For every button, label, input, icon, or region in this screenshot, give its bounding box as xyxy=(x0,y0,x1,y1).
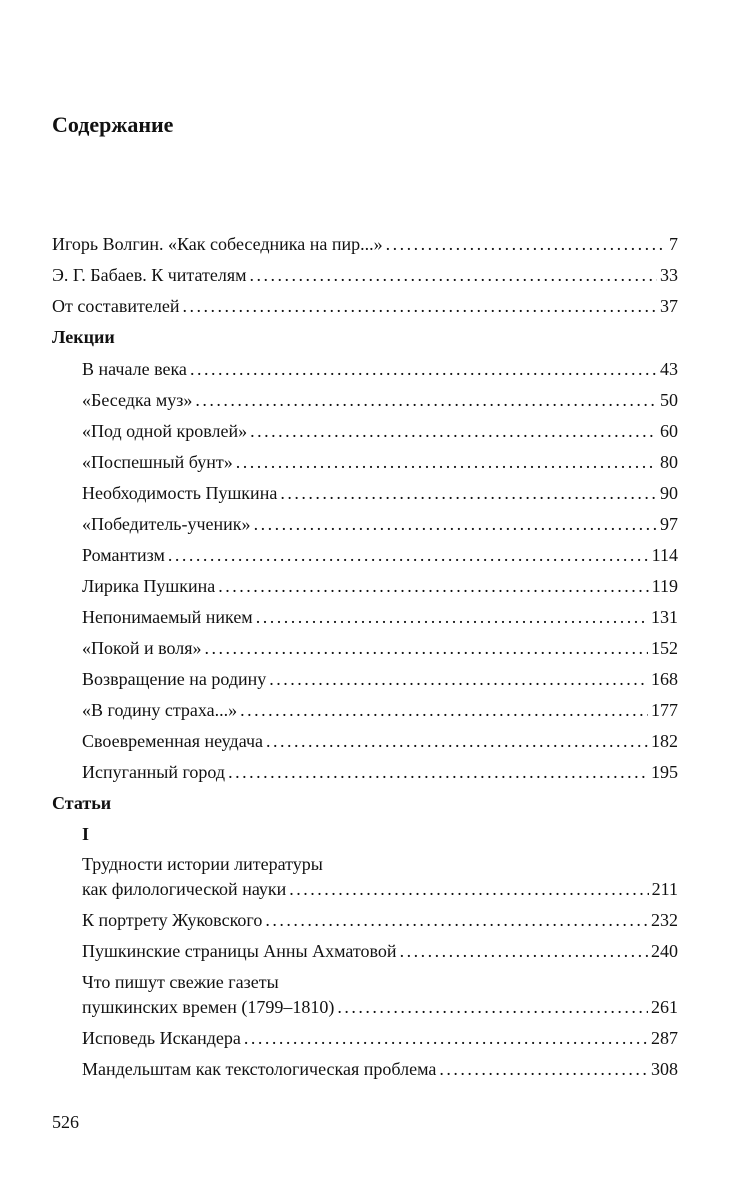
table-of-contents xyxy=(52,0,678,1179)
dot-leader xyxy=(250,263,657,287)
toc-entry-title: Необходимость Пушкина xyxy=(82,483,278,503)
toc-entry-page: 308 xyxy=(651,1059,678,1079)
toc-entry-page: 37 xyxy=(660,296,678,316)
toc-entry-line-one: Трудности истории литературы xyxy=(82,854,323,874)
toc-entry-page: 152 xyxy=(651,638,678,658)
toc-entry-title: В начале века xyxy=(82,359,187,379)
dot-leader xyxy=(250,419,657,443)
toc-entry-page: 50 xyxy=(660,390,678,410)
toc-entry-page: 211 xyxy=(651,879,678,899)
subsection-heading-roman-one: I xyxy=(82,824,90,844)
toc-entry-page: 80 xyxy=(660,452,678,472)
toc-entry-lecture[interactable] xyxy=(82,605,678,629)
toc-entry-page: 33 xyxy=(660,265,678,285)
toc-entry-lecture[interactable] xyxy=(82,450,678,474)
dot-leader xyxy=(168,543,649,567)
toc-entry-title: пушкинских времен (1799–1810) xyxy=(82,997,335,1017)
toc-entry-babaev[interactable] xyxy=(52,263,678,287)
dot-leader xyxy=(289,877,648,901)
toc-entry-page: 240 xyxy=(651,941,678,961)
toc-entry-lecture[interactable] xyxy=(82,512,678,536)
dot-leader xyxy=(244,1026,648,1050)
toc-entry-title: Э. Г. Бабаев. К читателям xyxy=(52,265,247,285)
dot-leader xyxy=(195,388,657,412)
dot-leader xyxy=(218,574,648,598)
toc-entry-title: Пушкинские страницы Анны Ахматовой xyxy=(82,941,397,961)
toc-entry-page: 195 xyxy=(651,762,678,782)
toc-entry-page: 90 xyxy=(660,483,678,503)
toc-entry-title: Возвращение на родину xyxy=(82,669,267,689)
toc-entry-title: К портрету Жуковского xyxy=(82,910,263,930)
toc-entry-title: Исповедь Искандера xyxy=(82,1028,241,1048)
section-heading-articles: Статьи xyxy=(52,793,112,813)
toc-entry-page: 261 xyxy=(651,997,678,1017)
toc-entry-lecture[interactable] xyxy=(82,636,678,660)
toc-entry-article[interactable] xyxy=(82,995,678,1019)
toc-entry-title: Лирика Пушкина xyxy=(82,576,216,596)
toc-entry-page: 131 xyxy=(651,607,678,627)
dot-leader xyxy=(439,1057,648,1081)
toc-entry-article[interactable] xyxy=(82,939,678,963)
dot-leader xyxy=(337,995,648,1019)
toc-entry-title: как филологической науки xyxy=(82,879,287,899)
toc-entry-page: 43 xyxy=(660,359,678,379)
dot-leader xyxy=(265,908,648,932)
toc-entry-title: Игорь Волгин. «Как собеседника на пир...» xyxy=(52,234,383,254)
dot-leader xyxy=(205,636,649,660)
toc-entry-page: 97 xyxy=(660,514,678,534)
toc-entry-page: 287 xyxy=(651,1028,678,1048)
toc-entry-lecture[interactable] xyxy=(82,698,678,722)
toc-entry-title: От составителей xyxy=(52,296,180,316)
toc-entry-page: 182 xyxy=(651,731,678,751)
toc-entry-lecture[interactable] xyxy=(82,357,678,381)
dot-leader xyxy=(266,729,648,753)
dot-leader xyxy=(190,357,657,381)
dot-leader xyxy=(240,698,648,722)
toc-entry-lecture[interactable] xyxy=(82,481,678,505)
dot-leader xyxy=(182,294,657,318)
toc-entry-title: «Поспешный бунт» xyxy=(82,452,233,472)
toc-entry-article[interactable] xyxy=(82,877,678,901)
dot-leader xyxy=(236,450,657,474)
dot-leader xyxy=(228,760,648,784)
toc-entry-page: 177 xyxy=(651,700,678,720)
toc-entry-title: «Покой и воля» xyxy=(82,638,202,658)
toc-entry-lecture[interactable] xyxy=(82,667,678,691)
toc-entry-lecture[interactable] xyxy=(82,419,678,443)
toc-entry-line-one: Что пишут свежие газеты xyxy=(82,972,279,992)
toc-entry-page: 114 xyxy=(651,545,678,565)
toc-entry-compilers[interactable] xyxy=(52,294,678,318)
toc-entry-title: «В годину страха...» xyxy=(82,700,238,720)
toc-entry-page: 60 xyxy=(660,421,678,441)
dot-leader xyxy=(280,481,657,505)
dot-leader xyxy=(400,939,648,963)
section-heading-lectures: Лекции xyxy=(52,327,115,347)
page-title: Содержание xyxy=(52,112,174,137)
toc-entry-title: «Беседка муз» xyxy=(82,390,193,410)
toc-entry-article[interactable] xyxy=(82,1057,678,1081)
toc-entry-lecture[interactable] xyxy=(82,388,678,412)
toc-entry-article[interactable] xyxy=(82,1026,678,1050)
toc-entry-title: Испуганный город xyxy=(82,762,226,782)
dot-leader xyxy=(254,512,657,536)
toc-entry-lecture[interactable] xyxy=(82,760,678,784)
toc-entry-title: Мандельштам как текстологическая проблема xyxy=(82,1059,437,1079)
page-number: 526 xyxy=(52,1112,79,1132)
toc-entry-lecture[interactable] xyxy=(82,574,678,598)
dot-leader xyxy=(269,667,648,691)
toc-entry-page: 232 xyxy=(651,910,678,930)
dot-leader xyxy=(386,232,666,256)
toc-entry-volgin[interactable] xyxy=(52,232,678,256)
toc-entry-page: 168 xyxy=(651,669,678,689)
toc-entry-page: 119 xyxy=(651,576,678,596)
dot-leader xyxy=(256,605,648,629)
toc-entry-title: Романтизм xyxy=(82,545,165,565)
toc-entry-title: Непонимаемый никем xyxy=(82,607,253,627)
toc-entry-title: Своевременная неудача xyxy=(82,731,264,751)
toc-entry-article[interactable] xyxy=(82,908,678,932)
toc-entry-lecture[interactable] xyxy=(82,729,678,753)
toc-entry-page: 7 xyxy=(669,234,678,254)
toc-entry-lecture[interactable] xyxy=(82,543,678,567)
toc-entry-title: «Победитель-ученик» xyxy=(82,514,251,534)
toc-entry-title: «Под одной кровлей» xyxy=(82,421,248,441)
